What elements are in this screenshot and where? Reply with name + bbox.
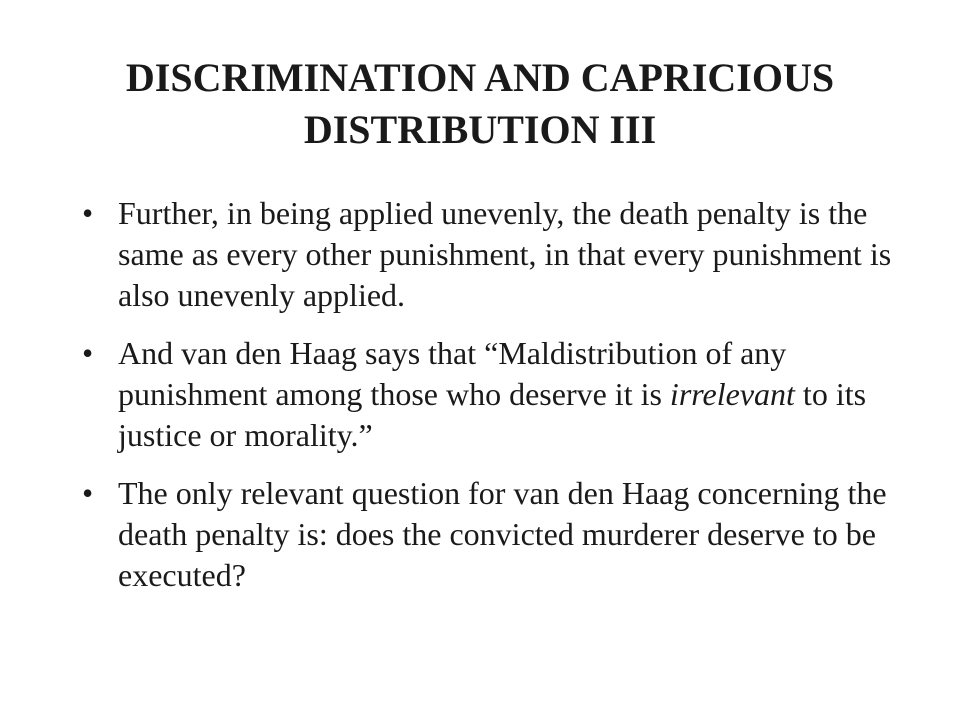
bullet-text: The only relevant question for van den Haag concerning the death penalty is: does the convicted murderer deserve to be executed? bbox=[118, 475, 887, 593]
bullet-marker: • bbox=[82, 475, 94, 511]
bullet-marker: • bbox=[82, 195, 94, 231]
slide-title-line-2: DISTRIBUTION III bbox=[303, 107, 657, 152]
bullet-item bbox=[78, 473, 908, 596]
emphasized-word: irrelevant bbox=[669, 376, 795, 412]
bullet-text-part: to its justice or morality.” bbox=[118, 376, 867, 453]
bullet-list bbox=[78, 193, 908, 613]
bullet-item bbox=[78, 333, 908, 456]
bullet-item bbox=[78, 193, 908, 316]
slide-title-line-1: DISCRIMINATION AND CAPRICIOUS bbox=[125, 55, 835, 100]
bullet-text: Further, in being applied unevenly, the death penalty is the same as every other punishment, in that every punishment is also unevenly applied. bbox=[118, 195, 892, 313]
bullet-text bbox=[118, 335, 866, 453]
bullet-marker: • bbox=[82, 335, 94, 371]
bullet-text-part: And van den Haag says that “Maldistribution of any punishment among those who deserve it is bbox=[118, 335, 787, 412]
slide-title bbox=[60, 52, 900, 156]
